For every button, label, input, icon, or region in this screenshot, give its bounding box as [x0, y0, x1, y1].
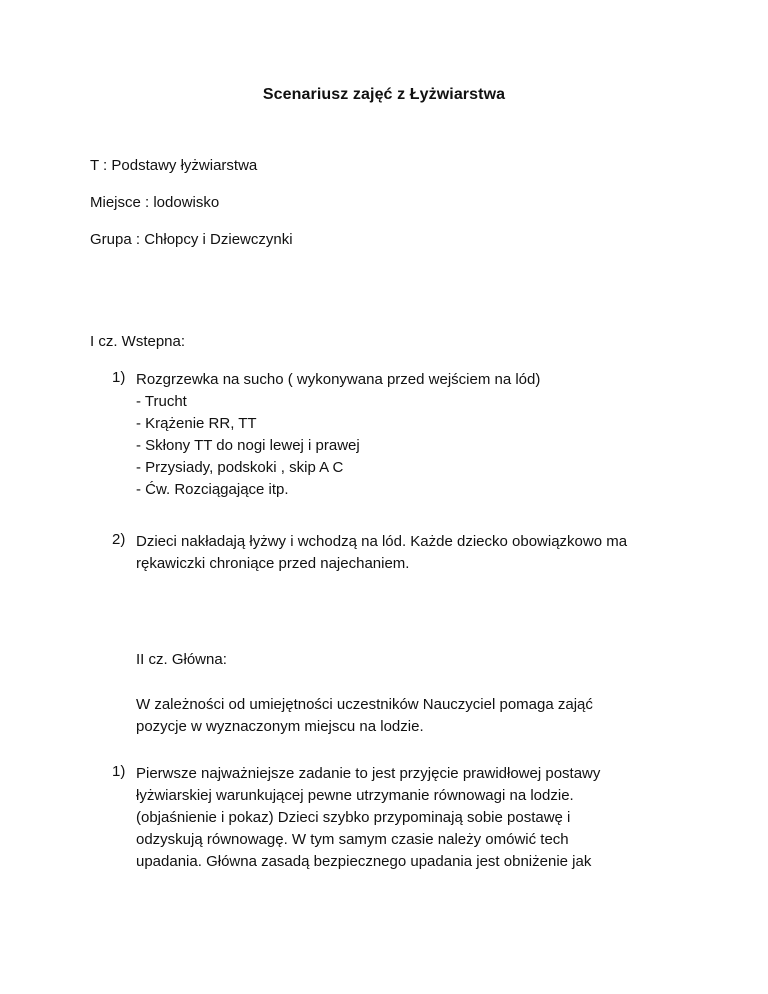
- list-item-line: (objaśnienie i pokaz) Dzieci szybko przypominają sobie postawę i: [136, 809, 571, 826]
- sub-item: - Ćw. Rozciągające itp.: [136, 481, 289, 498]
- part2-heading: II cz. Główna:: [136, 651, 227, 668]
- list-item-line: odzyskują równowagę. W tym samym czasie należy omówić tech: [136, 831, 569, 848]
- sub-item: - Skłony TT do nogi lewej i prawej: [136, 437, 360, 454]
- list-item: [112, 531, 692, 575]
- list-item-text: Rozgrzewka na sucho ( wykonywana przed wejściem na lód): [136, 371, 541, 388]
- list-item-line: upadania. Główna zasadą bezpiecznego upadania jest obniżenie jak: [136, 853, 592, 870]
- list-item: [112, 763, 692, 873]
- list-item-line: łyżwiarskiej warunkującej pewne utrzymanie równowagi na lodzie.: [136, 787, 574, 804]
- topic-line: T : Podstawy łyżwiarstwa: [90, 157, 258, 174]
- group-line: Grupa : Chłopcy i Dziewczynki: [90, 231, 293, 248]
- document-title: Scenariusz zajęć z Łyżwiarstwa: [262, 86, 506, 103]
- place-line: Miejsce : lodowisko: [90, 194, 220, 211]
- list-number: 2): [112, 531, 126, 548]
- sub-item: - Przysiady, podskoki , skip A C: [136, 459, 344, 476]
- list-number: 1): [112, 763, 126, 780]
- list-item-line: rękawiczki chroniące przed najechaniem.: [136, 555, 410, 572]
- sub-item: - Trucht: [136, 393, 187, 410]
- list-number: 1): [112, 369, 126, 386]
- intro-line: W zależności od umiejętności uczestników Nauczyciel pomaga zająć: [136, 696, 593, 713]
- list-item-line: Pierwsze najważniejsze zadanie to jest przyjęcie prawidłowej postawy: [136, 765, 601, 782]
- list-item: [112, 369, 692, 501]
- part1-heading: I cz. Wstepna:: [90, 333, 186, 350]
- intro-line: pozycje w wyznaczonym miejscu na lodzie.: [136, 718, 424, 735]
- sub-item: - Krążenie RR, TT: [136, 415, 257, 432]
- list-item-line: Dzieci nakładają łyżwy i wchodzą na lód. Każde dziecko obowiązkowo ma: [136, 533, 628, 550]
- part2-intro: [136, 694, 696, 738]
